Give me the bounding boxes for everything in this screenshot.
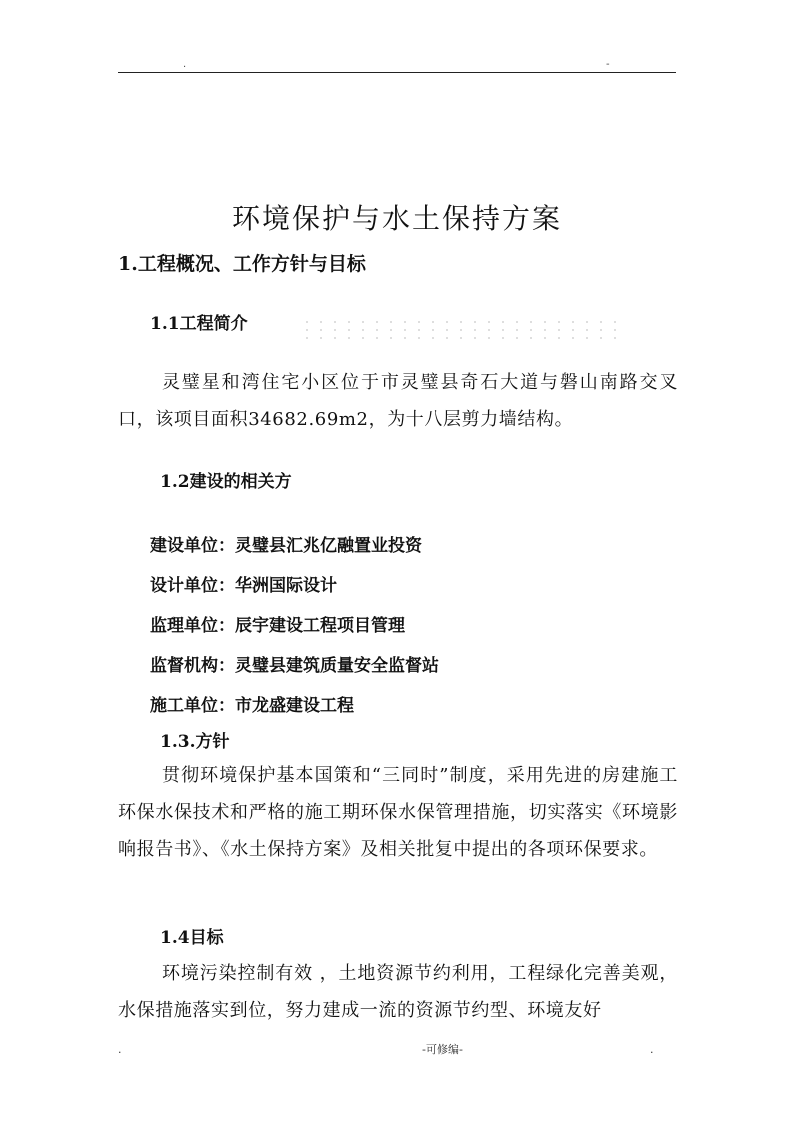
header-rule (118, 72, 676, 73)
party-design-unit: 设计单位：华洲国际设计 (150, 576, 337, 596)
footer-left-mark: . (118, 1043, 122, 1056)
footer-right-mark: . (650, 1043, 654, 1056)
policy-paragraph: 贯彻环境保护基本国策和“三同时”制度，采用先进的房建施工环保水保技术和严格的施工期环保水保管理措施，切实落实《环境影响报告书》、《水土保持方案》及相关批复中提出的各项环保要求。 (118, 765, 678, 860)
header-right-mark: - (606, 59, 610, 70)
goals-paragraph: 环境污染控制有效 ，土地资源节约利用，工程绿化完善美观，水保措施落实到位，努力建成一流的资源节约型、环境友好 (118, 963, 678, 1021)
footer-center-label: -可修编- (422, 1043, 463, 1056)
party-oversight-agency: 监督机构：灵璧县建筑质量安全监督站 (150, 656, 439, 676)
section-1-1-heading: 1.1工程简介 (150, 314, 248, 334)
section-1-3-heading: 1.3.方针 (160, 732, 230, 752)
section-1-heading: 1.工程概况、工作方针与目标 (118, 253, 366, 275)
party-supervision-unit: 监理单位：辰宇建设工程项目管理 (150, 616, 405, 636)
header-left-mark: . (183, 59, 187, 70)
section-1-2-heading: 1.2建设的相关方 (160, 472, 292, 492)
party-contractor: 施工单位：市龙盛建设工程 (150, 696, 354, 716)
party-construction-unit: 建设单位：灵璧县汇兆亿融置业投资 (150, 536, 422, 556)
faint-dot-pattern (300, 318, 620, 340)
document-title: 环境保护与水土保持方案 (231, 202, 562, 235)
section-1-4-heading: 1.4目标 (160, 928, 224, 948)
project-intro-paragraph: 灵璧星和湾住宅小区位于市灵璧县奇石大道与磐山南路交叉口，该项目面积34682.69m2，为十八层剪力墙结构。 (118, 372, 678, 430)
